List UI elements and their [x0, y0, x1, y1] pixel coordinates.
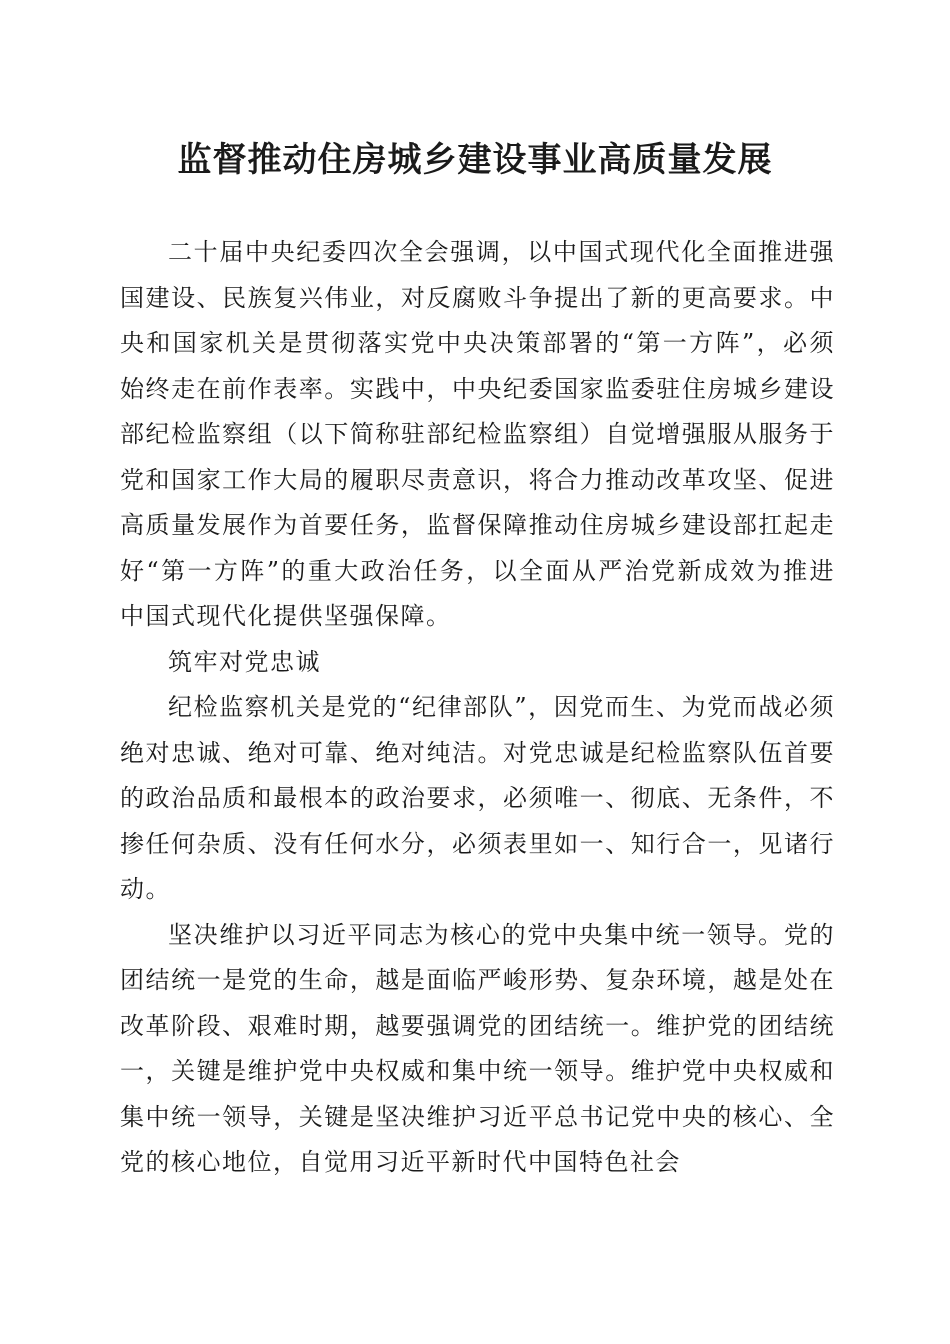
- section-heading: 筑牢对党忠诚: [168, 647, 321, 676]
- paragraph-intro: 二十届中央纪委四次全会强调，以中国式现代化全面推进强国建设、民族复兴伟业，对反腐败斗争提出了新的更高要求。中央和国家机关是贯彻落实党中央决策部署的“第一方阵”，必须始终走在前作表率。实践中，中央纪委国家监委驻住房城乡建设部纪检监察组（以下简称驻部纪检监察组）自觉增强服从服务于党和国家工作大局的履职尽责意识，将合力推动改革攻坚、促进高质量发展作为首要任务，监督保障推动住房城乡建设部扛起走好“第一方阵”的重大政治任务，以全面从严治党新成效为推进中国式现代化提供坚强保障。: [120, 238, 835, 630]
- paragraph-discipline: 纪检监察机关是党的“纪律部队”，因党而生、为党而战必须绝对忠诚、绝对可靠、绝对纯洁。对党忠诚是纪检监察队伍首要的政治品质和最根本的政治要求，必须唯一、彻底、无条件，不掺任何杂质、没有任何水分，必须表里如一、知行合一，见诸行动。: [120, 693, 835, 903]
- document-title: 监督推动住房城乡建设事业高质量发展: [177, 140, 773, 180]
- document-body: [120, 230, 835, 1186]
- paragraph-leadership: 坚决维护以习近平同志为核心的党中央集中统一领导。党的团结统一是党的生命，越是面临严峻形势、复杂环境，越是处在改革阶段、艰难时期，越要强调党的团结统一。维护党的团结统一，关键是维护党中央权威和集中统一领导。维护党中央权威和集中统一领导，关键是坚决维护习近平总书记党中央的核心、全党的核心地位，自觉用习近平新时代中国特色社会: [120, 920, 835, 1176]
